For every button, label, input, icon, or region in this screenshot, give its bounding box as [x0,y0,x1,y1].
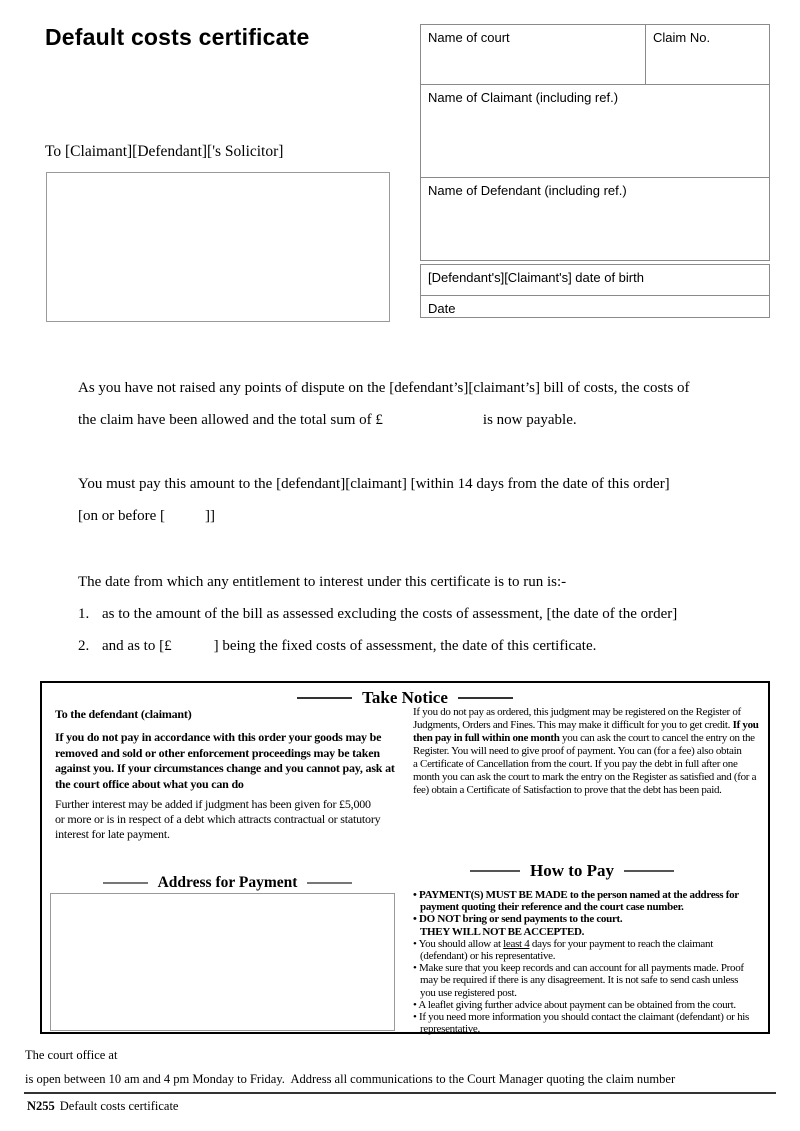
claim-no-label: Claim No. [653,30,711,45]
list-text [102,630,596,662]
text-line [55,746,403,762]
text-line [55,730,403,746]
text-run: • You should allow at [413,937,504,950]
recipient-label: To [Claimant][Defendant]['s Solicitor] [45,143,284,160]
text-run: then pay in full within one month [413,732,560,744]
list-item [78,630,677,662]
text-run: (defendant) or his representative. [420,950,556,963]
text-run: representative. [420,1023,480,1036]
date-of-birth-label: [Defendant's][Claimant's] date of birth [428,270,644,285]
text-run: If you do not pay as ordered, this judgment may be registered on the Register of [413,706,741,718]
how-to-pay-heading-text: How to Pay [529,861,615,880]
text-run: you can ask the court to cancel the entry on the [559,732,755,744]
text-run: and as to [£ [102,638,172,654]
text-line [413,745,767,758]
text-run: may be required if there is any disagreement. It is not safe to send cash unless [420,974,739,987]
text-run: As you have not raised any points of dispute on the [defendant’s][claimant’s] bill of costs, the costs of [78,380,690,396]
claim-no-field[interactable] [646,25,769,84]
text-line [78,404,690,436]
paragraph-interest-date: The date from which any entitlement to interest under this certificate is to run is:- [78,574,567,590]
page-title: Default costs certificate [45,24,310,50]
text-line [413,1023,769,1035]
text-run: THEY WILL NOT BE ACCEPTED. [420,925,585,938]
text-run: or more or is in respect of a debt which attracts contractual or statutory [55,812,381,826]
text-run: • If you need more information you should contact the claimant (defendant) or his [413,1011,750,1024]
interest-list [78,598,677,662]
text-run: Judgments, Orders and Fines. This may make it difficult for you to get credit. [413,719,733,731]
list-number: 2. [78,638,90,654]
recipient-address-box[interactable] [46,172,390,322]
text-run: removed and sold or other enforcement proceedings may be taken [55,745,380,760]
text-run: If you [732,719,759,731]
text-run: interest for late payment. [55,827,170,841]
enforcement-warning-text [55,730,403,792]
text-line [413,999,769,1011]
to-defendant-line: To the defendant (claimant) [55,707,192,721]
text-line [413,771,767,784]
paragraph-must-pay [78,468,670,532]
text-line [78,468,670,500]
text-line [413,1011,769,1023]
claimant-name-label: Name of Claimant (including ref.) [428,90,619,105]
text-line [55,761,403,777]
name-of-court-field[interactable] [421,25,646,84]
text-line [413,719,767,732]
text-line [413,784,767,797]
text-run: as to the amount of the bill as assessed excluding the costs of assessment, [the date of the order] [102,606,678,622]
court-details-table [420,24,770,318]
text-line [413,926,769,938]
text-run: month you can ask the court to mark the entry on the Register as satisfied and (for a [413,771,757,783]
text-run: against you. If your circumstances change and you cannot pay, ask at [55,761,395,775]
text-line [55,777,403,793]
paragraph-costs-allowed [78,372,690,436]
text-run: fee) obtain a Certificate of Satisfaction to prove that the debt has been paid. [413,784,722,796]
text-run: • DO NOT bring or send payments to the court. [413,913,623,926]
text-line [78,372,690,404]
defendant-name-label: Name of Defendant (including ref.) [428,183,627,198]
form-reference [27,1099,178,1114]
text-line [413,901,769,913]
how-to-pay-heading [382,861,762,881]
text-run: a Certificate of Cancellation from the court. If you pay the debt in full after one [413,758,738,770]
text-run: [on or before [ [78,508,166,524]
text-line [413,913,769,925]
text-run: • Make sure that you keep records and can account for all payments made. Proof [413,962,744,975]
text-line [413,938,769,950]
how-to-pay-list [413,889,769,1035]
defendant-name-field[interactable] [420,177,770,261]
date-field[interactable] [420,295,770,318]
date-of-birth-field[interactable] [420,264,770,296]
heading-rule-left [297,697,352,699]
heading-rule-right [624,870,674,872]
text-line [413,950,769,962]
text-line [55,827,403,842]
text-line [55,812,403,827]
text-line [78,500,670,532]
heading-rule-right [458,697,513,699]
text-line [413,974,769,986]
heading-rule-right [307,882,352,884]
text-run: the court office about what you can do [55,776,244,791]
text-run: ]] [205,508,216,524]
text-run: days for your payment to reach the claimant [529,937,713,950]
claimant-name-field[interactable] [420,84,770,178]
text-line [413,706,767,719]
text-run: payment quoting their reference and the court case number. [420,901,684,914]
text-run: Further interest may be added if judgment has been given for £5,000 [55,797,371,811]
text-run: • A leaflet giving further advice about payment can be obtained from the court. [413,998,736,1011]
address-for-payment-box[interactable] [50,893,395,1031]
text-line [413,732,767,745]
further-interest-text [55,797,403,842]
text-run: is now payable. [482,412,577,428]
text-line [413,758,767,771]
date-label: Date [428,301,456,316]
form-reference-title: Default costs certificate [59,1099,179,1113]
text-run: You must pay this amount to the [defendant][claimant] [within 14 days from the date of this order] [78,476,670,492]
text-run: least 4 [503,937,530,950]
text-line [413,889,769,901]
list-text [102,598,677,630]
name-of-court-label: Name of court [428,30,510,45]
text-line [413,987,769,999]
list-item [78,598,677,630]
text-line [413,962,769,974]
court-office-line: The court office at [25,1048,118,1062]
text-run: • PAYMENT(S) MUST BE MADE to the person named at the address for [413,889,739,901]
take-notice-heading-text: Take Notice [362,688,448,707]
text-run: ] being the fixed costs of assessment, the date of this certificate. [213,638,597,654]
table-row [420,24,770,85]
text-run: the claim have been allowed and the total sum of £ [78,412,383,428]
text-run: you use registered post. [420,986,517,999]
form-number: N255 [27,1099,55,1113]
footer-rule [24,1092,776,1094]
text-run: If you do not pay in accordance with this order your goods may be [55,730,382,744]
heading-rule-left [103,882,148,884]
heading-rule-left [470,870,520,872]
text-line [55,797,403,812]
register-notice-text [413,706,767,797]
text-run: Register. You will need to give proof of payment. You can (for a fee) also obtain [413,745,742,757]
list-number: 1. [78,606,90,622]
address-for-payment-heading [55,874,400,892]
address-for-payment-heading-text: Address for Payment [157,874,298,891]
take-notice-heading [42,688,768,708]
opening-hours-line: is open between 10 am and 4 pm Monday to Friday. Address all communications to the Court Manager quoting the claim number [25,1072,676,1086]
take-notice-box [40,681,770,1034]
